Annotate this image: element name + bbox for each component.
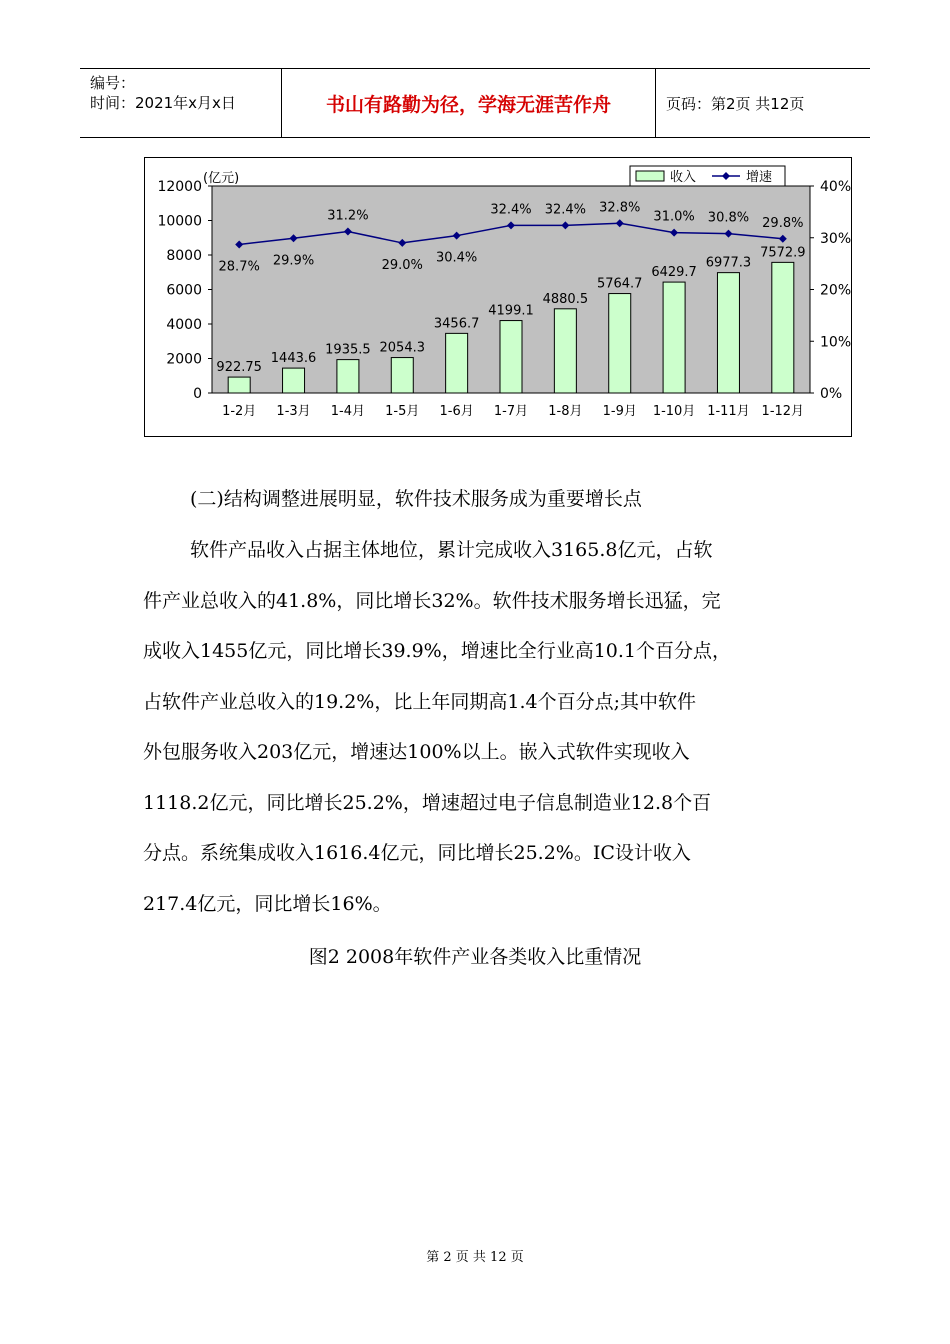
x-tick-label: 1-5月 [385,404,420,419]
y-tick-label: 2000 [166,351,202,368]
line-data-label: 30.4% [435,250,478,266]
y2-tick-label: 0% [820,386,843,402]
bar-revenue [391,358,413,393]
x-tick-label: 1-2月 [222,404,257,419]
y-tick-label: 6000 [166,282,202,299]
bar-data-label: 2054.3 [379,340,426,356]
bar-revenue [717,273,739,393]
y-tick-label: 4000 [166,317,202,333]
paragraph-line: 217.4亿元，同比增长16%。 [143,892,392,915]
header-time: 时间：2021年x月x日 [90,94,236,112]
bar-data-label: 1935.5 [325,342,371,358]
x-tick-label: 1-3月 [276,404,311,419]
line-data-label: 28.7% [218,259,260,275]
x-tick-label: 1-6月 [439,404,474,419]
header-number: 编号： [90,74,136,92]
x-tick-label: 1-9月 [602,404,637,419]
y2-tick-label: 10% [820,334,851,351]
y-tick-label: 10000 [157,213,202,230]
y-tick-label: 0 [193,386,202,402]
line-data-label: 31.2% [327,208,369,224]
revenue-chart-svg [145,158,851,436]
x-tick-label: 1-10月 [652,404,696,419]
x-tick-label: 1-7月 [493,404,529,419]
bar-data-label: 4880.5 [542,291,589,307]
line-data-label: 29.9% [272,253,315,269]
line-data-label: 32.4% [490,202,532,218]
bar-revenue [283,368,305,393]
paragraph-line: 分点。系统集成收入1616.4亿元，同比增长25.2%。IC设计收入 [143,842,691,864]
paragraph-line: 成收入1455亿元，同比增长39.9%，增速比全行业高10.1个百分点， [143,640,732,662]
line-data-label: 30.8% [707,210,750,226]
bar-data-label: 4199.1 [488,303,534,319]
bar-revenue [337,360,359,393]
bar-data-label: 7572.9 [760,245,806,261]
x-tick-label: 1-12月 [761,404,805,419]
legend-swatch-revenue [636,171,664,181]
x-tick-label: 1-11月 [707,404,750,419]
bar-data-label: 922.75 [216,360,262,376]
bar-revenue [554,309,576,393]
y-tick-label: 8000 [166,248,202,264]
legend-label-revenue: 收入 [670,170,697,185]
header-page-info: 页码：第2页 共12页 [666,94,805,113]
line-data-label: 32.8% [599,200,641,216]
bar-revenue [609,294,631,393]
paragraph-line: 占软件产业总收入的19.2%，比上年同期高1.4个百分点;其中软件 [143,690,696,713]
line-data-label: 29.0% [381,257,423,273]
figure-caption: 图2 2008年软件产业各类收入比重情况 [308,946,642,968]
y2-tick-label: 20% [820,282,851,299]
y-tick-label: 12000 [157,179,202,195]
bar-data-label: 5764.7 [596,276,643,292]
bar-revenue [772,262,794,393]
bar-revenue [663,282,685,393]
bar-data-label: 3456.7 [433,316,480,332]
line-data-label: 31.0% [653,209,695,225]
x-tick-label: 1-8月 [548,404,583,419]
section-heading: (二)结构调整进展明显，软件技术服务成为重要增长点 [190,488,642,510]
paragraph-line: 1118.2亿元，同比增长25.2%，增速超过电子信息制造业12.8个百 [143,791,712,814]
revenue-chart [144,157,852,437]
bar-data-label: 6977.3 [705,255,752,271]
paragraph-line: 件产业总收入的41.8%，同比增长32%。软件技术服务增长迅猛，完 [143,589,721,612]
bar-data-label: 1443.6 [270,351,317,367]
header-meta [80,69,282,137]
bar-data-label: 6429.7 [651,265,697,281]
page-footer: 第 2 页 共 12 页 [426,1250,524,1265]
paragraph-line: 软件产品收入占据主体地位，累计完成收入3165.8亿元，占软 [190,539,713,561]
y2-tick-label: 40% [820,179,851,195]
legend-label-growth: 增速 [746,170,773,185]
y2-tick-label: 30% [820,230,851,247]
bar-revenue [446,333,468,393]
header-motto: 书山有路勤为径，学海无涯苦作舟 [282,69,656,137]
bar-revenue [228,377,250,393]
x-tick-label: 1-4月 [330,404,366,419]
line-data-label: 29.8% [762,215,804,231]
page-header [80,68,870,138]
line-data-label: 32.4% [544,202,587,218]
paragraph-line: 外包服务收入203亿元，增速达100%以上。嵌入式软件实现收入 [143,741,690,763]
body-paragraph [143,525,833,929]
bar-revenue [500,321,522,393]
y-unit-label: (亿元) [203,171,240,186]
